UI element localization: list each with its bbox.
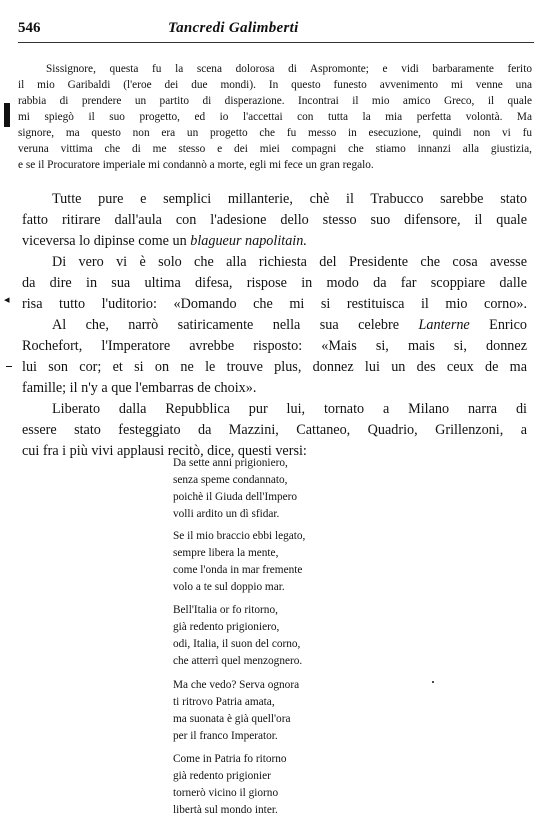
body-text-run: Al che, narrò satiricamente nella sua celebre (52, 317, 419, 333)
poem-line: volo a te sul doppio mar. (173, 581, 285, 593)
header-rule (18, 42, 534, 43)
body-line: Rochefort, l'Imperatore avrebbe risposto: «Mais si, mais si, donnez (22, 338, 527, 354)
body-line: lui son cor; et si on ne le trouve plus, donnez lui un des ceux de ma (22, 359, 527, 375)
poem-line: Come in Patria fo ritorno (173, 753, 287, 765)
body-line (52, 316, 527, 335)
body-line: Tutte pure e semplici millanterie, chè il Trabucco sarebbe stato (52, 191, 527, 207)
quote-line: rabbia di prendere un partito di disperazione. Incontrai il mio amico Greco, il quale (18, 95, 532, 107)
body-line (22, 232, 527, 251)
page-header (18, 20, 536, 40)
italic-phrase: Lanterne (418, 317, 470, 333)
body-line: fatto ritirare dall'aula con l'adesione dello stesso suo difensore, il quale (22, 212, 527, 228)
poem-line: come l'onda in mar fremente (173, 564, 303, 576)
poem-line: Bell'Italia or fo ritorno, (173, 604, 278, 616)
poem-line: senza speme condannato, (173, 474, 288, 486)
quote-line: signore, ma questo non era un progetto che fu messo in esecuzione, quindi non vi fu (18, 127, 532, 139)
margin-dash-mark (6, 366, 12, 367)
poem-line: Ma che vedo? Serva ognora (173, 679, 300, 691)
poem-line: odi, Italia, il suon del corno, (173, 638, 301, 650)
body-line: famille; il n'y a que l'embarras de choix». (22, 380, 257, 396)
poem-line: volli ardito un dì sfidar. (173, 508, 280, 520)
body-line: essere stato festeggiato da Mazzini, Cattaneo, Quadrio, Grillenzoni, a (22, 422, 527, 438)
body-line: cui fra i più vivi applausi recitò, dice, questi versi: (22, 443, 307, 459)
quote-line: il mio Garibaldi (l'eroe dei due mondi). In questo funesto avvenimento mi venne una (18, 79, 532, 91)
poem-line: poichè il Giuda dell'Impero (173, 491, 298, 503)
poem-line: tornerò vicino il giorno (173, 787, 279, 799)
poem-line: libertà sul mondo inter. (173, 804, 278, 816)
body-line: da dire in sua ultima difesa, rispose in modo da far scoppiare dalle (22, 275, 527, 291)
stray-dot-mark (432, 681, 434, 683)
margin-arrow-icon: ◂ (4, 294, 10, 306)
quote-line: veruna vittima che di me stesso e dei miei compagni che stiamo innanzi alla giustizia, (18, 143, 532, 155)
poem-line: già redento prigioniero, (173, 621, 280, 633)
italic-phrase: blagueur napolitain. (190, 233, 307, 249)
poem-line: sempre libera la mente, (173, 547, 279, 559)
margin-bar-mark (4, 103, 10, 127)
poem-line: Se il mio braccio ebbi legato, (173, 530, 306, 542)
poem-line: per il franco Imperator. (173, 730, 278, 742)
poem-line: che atterrì quel menzognero. (173, 655, 303, 667)
poem-line: già redento prigionier (173, 770, 271, 782)
running-title: Tancredi Galimberti (168, 20, 299, 36)
poem-line: ma suonata è già quell'ora (173, 713, 291, 725)
quote-line: e se il Procuratore imperiale mi condannò a morte, egli mi fece un gran regalo. (18, 159, 374, 171)
page-number: 546 (18, 20, 41, 36)
quote-line: Sissignore, questa fu la scena dolorosa di Aspromonte; e vidi barbaramente ferito (46, 63, 532, 75)
poem-line: Da sette anni prigioniero, (173, 457, 288, 469)
body-text-run: viceversa lo dipinse come un (22, 233, 191, 249)
body-text-run: Enrico (469, 317, 527, 333)
body-line: Liberato dalla Repubblica pur lui, tornato a Milano narra di (52, 401, 527, 417)
body-line: Di vero vi è solo che alla richiesta del Presidente che cosa avesse (52, 254, 527, 270)
poem-line: ti ritrovo Patria amata, (173, 696, 275, 708)
quote-line: mi spiegò il suo progetto, ed io l'accettai con tutta la mia perfetta volontà. Ma (18, 111, 532, 123)
body-line: risa tutto l'uditorio: «Domando che mi si restituisca il mio corno». (22, 296, 527, 312)
